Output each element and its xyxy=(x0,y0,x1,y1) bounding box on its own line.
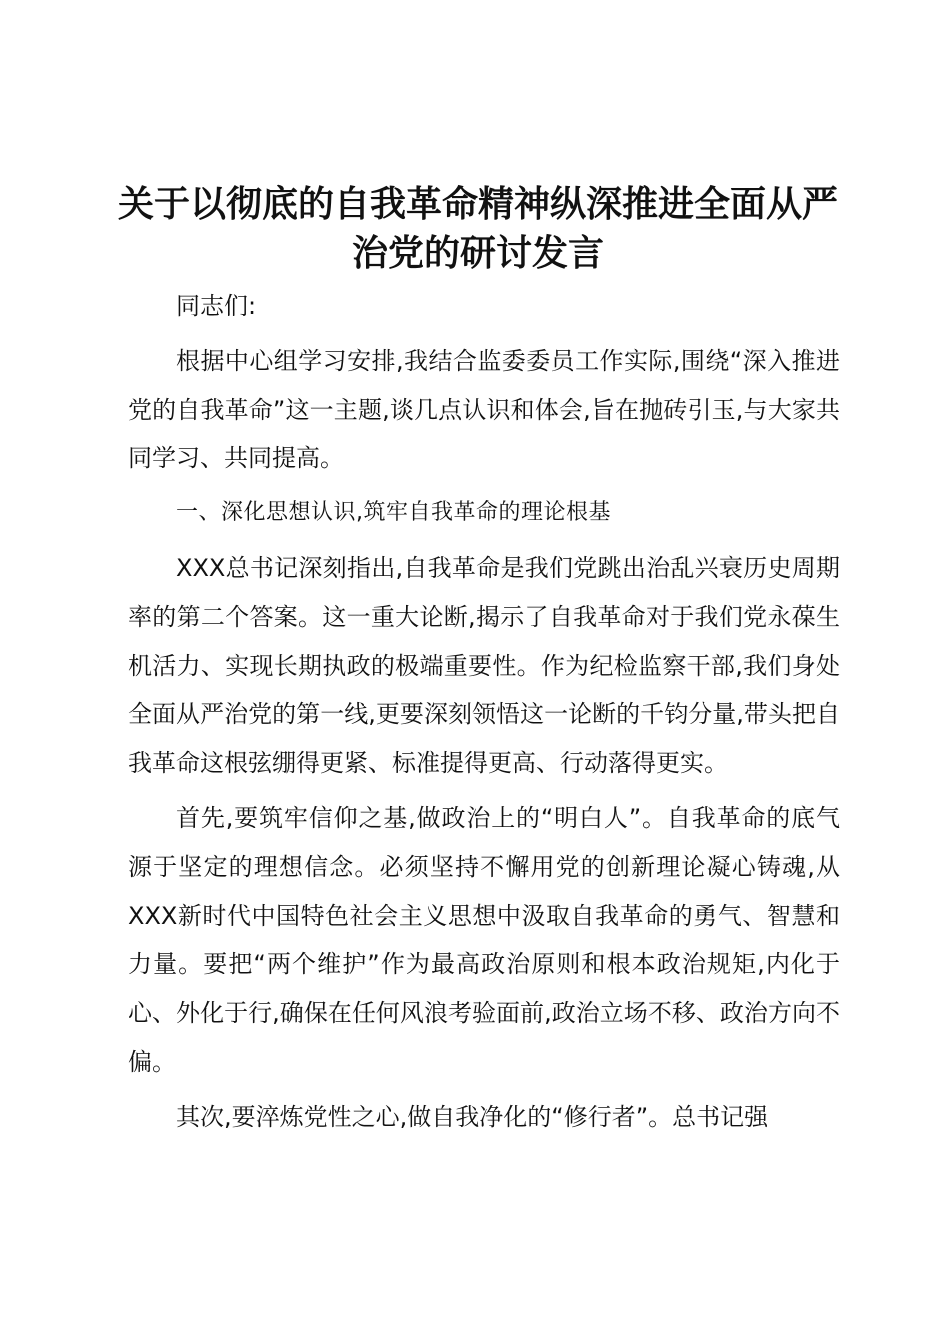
paragraph-first-point: 首先,要筑牢信仰之基,做政治上的“明白人”。自我革命的底气源于坚定的理想信念。必须坚持不懈用党的创新理论凝心铸魂,从XXX新时代中国特色社会主义思想中汲取自我革命的勇气、智慧和力量。要把“两个维护”作为最高政治原则和根本政治规矩,内化于心、外化于行,确保在任何风浪考验面前,政治立场不移、政治方向不偏。 xyxy=(128,803,840,1076)
paragraph-section-1: XXX总书记深刻指出,自我革命是我们党跳出治乱兴衰历史周期率的第二个答案。这一重大论断,揭示了自我革命对于我们党永葆生机活力、实现长期执政的极端重要性。作为纪检监察干部,我们身处全面从严治党的第一线,更要深刻领悟这一论断的千钧分量,带头把自我革命这根弦绷得更紧、标准提得更高、行动落得更实。 xyxy=(128,553,840,778)
document-title: 关于以彻底的自我革命精神纵深推进全面从严治党的研讨发言 xyxy=(118,184,839,274)
salutation: 同志们: xyxy=(176,292,257,320)
section-heading-1: 一、深化思想认识,筑牢自我革命的理论根基 xyxy=(176,500,611,526)
paragraph-second-point: 其次,要淬炼党性之心,做自我净化的“修行者”。总书记强 xyxy=(176,1102,769,1131)
paragraph-intro: 根据中心组学习安排,我结合监委委员工作实际,围绕“深入推进党的自我革命”这一主题,谈几点认识和体会,旨在抛砖引玉,与大家共同学习、共同提高。 xyxy=(128,346,840,473)
document-body xyxy=(128,282,840,1142)
